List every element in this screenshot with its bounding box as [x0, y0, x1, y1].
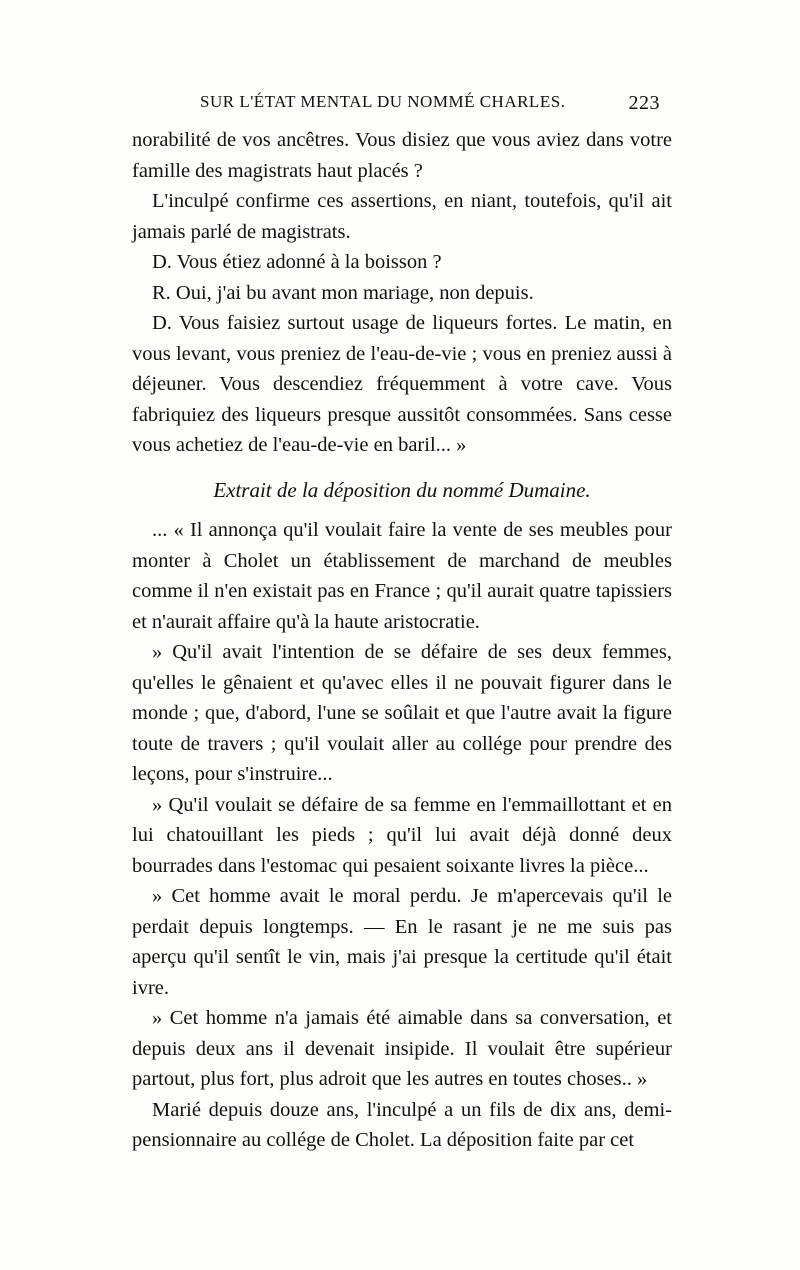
paragraph: D. Vous faisiez surtout usage de liqueurs fortes. Le matin, en vous levant, vous preniez de l'eau-de-vie ; vous en preniez aussi à déjeuner. Vous descendiez fréquemment à votre cave. Vous fabriquiez des liqueurs presque aussitôt consommées. Sans cesse vous achetiez de l'eau-de-vie en baril... » — [132, 312, 672, 456]
paragraph: » Cet homme avait le moral perdu. Je m'apercevais qu'il le perdait depuis longtemps. — En le rasant je ne me suis pas aperçu qu'il sentît le vin, mais j'ai presque la certitude qu'il était ivre. — [132, 885, 672, 999]
paragraph: ... « Il annonça qu'il voulait faire la vente de ses meubles pour monter à Cholet un établissement de marchand de meubles comme il n'en existait pas en France ; qu'il aurait quatre tapissiers et n'aurait affaire qu'à la haute aristocratie. — [132, 519, 672, 633]
paragraph: D. Vous étiez adonné à la boisson ? — [152, 251, 442, 273]
paragraph: » Qu'il voulait se défaire de sa femme en l'emmaillottant et en lui chatouillant les pieds ; qu'il lui avait déjà donné deux bourrades dans l'estomac qui pesaient soixante livres la pièce... — [132, 793, 672, 877]
page-number: 223 — [628, 92, 660, 114]
body-text — [132, 125, 672, 1156]
paragraph: » Cet homme n'a jamais été aimable dans sa conversation, et depuis deux ans il devenait insipide. Il voulait être supérieur partout, plus fort, plus adroit que les autres en toutes choses.. » — [132, 1007, 672, 1090]
paragraph: R. Oui, j'ai bu avant mon mariage, non depuis. — [152, 281, 534, 304]
paragraph: » Qu'il avait l'intention de se défaire de ses deux femmes, qu'elles le gênaient et qu'avec elles il ne pouvait figurer dans le monde ; que, d'abord, l'une se soûlait et que l'autre avait la figure toute de travers ; qu'il voulait aller au collége pour prendre des leçons, pour s'instruire... — [132, 641, 672, 785]
paragraph: L'inculpé confirme ces assertions, en niant, toutefois, qu'il ait jamais parlé de magistrats. — [132, 190, 672, 243]
page-header — [200, 92, 660, 114]
section-heading: Extrait de la déposition du nommé Dumaine. — [213, 477, 591, 502]
running-title: SUR L'ÉTAT MENTAL DU NOMMÉ CHARLES. — [200, 92, 566, 111]
paragraph: norabilité de vos ancêtres. Vous disiez que vous aviez dans votre famille des magistrats haut placés ? — [132, 129, 672, 182]
paragraph: Marié depuis douze ans, l'inculpé a un fils de dix ans, demi-pensionnaire au collége de Cholet. La déposition faite par cet — [132, 1098, 672, 1151]
